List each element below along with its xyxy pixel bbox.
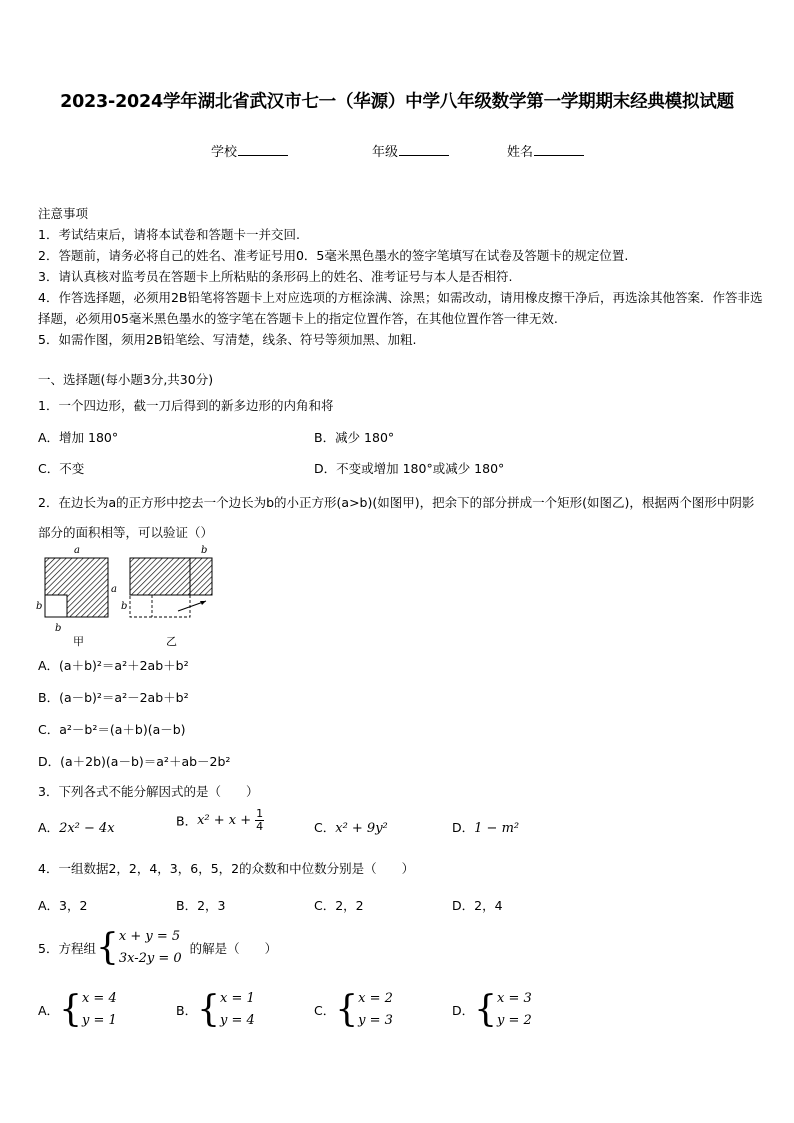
q3-b-num: 1 xyxy=(256,807,264,820)
fig-yi-rectangle xyxy=(130,558,212,595)
q5-d-label: D． xyxy=(452,1003,475,1018)
grade-blank[interactable] xyxy=(399,143,449,156)
q3-a-label: A． xyxy=(38,820,60,835)
q3-b-label: B． xyxy=(176,813,198,829)
q4-option-b[interactable]: B．2，3 xyxy=(176,898,226,913)
q5-a-system xyxy=(82,988,117,1032)
fig-jia-label-b-left: b xyxy=(36,601,43,612)
q2-figure xyxy=(30,543,230,647)
q4-option-c[interactable]: C．2，2 xyxy=(314,898,364,913)
q1-option-d[interactable]: D．不变或增加 180°或减少 180° xyxy=(314,461,505,476)
name-blank[interactable] xyxy=(534,143,584,156)
q5-d-brace: { xyxy=(474,989,498,1030)
q3-d-label: D． xyxy=(452,820,475,835)
q3-option-b[interactable] xyxy=(176,808,264,833)
q5-c-system xyxy=(358,988,393,1032)
q1-option-b[interactable]: B．减少 180° xyxy=(314,430,395,445)
q3-option-d[interactable] xyxy=(452,818,519,836)
q1-option-a[interactable]: A．增加 180° xyxy=(38,430,119,445)
q2-option-b[interactable]: B．(a－b)²＝a²－2ab＋b² xyxy=(38,690,189,705)
q5-system xyxy=(119,926,182,970)
q2-option-c[interactable]: C．a²－b²＝(a＋b)(a－b) xyxy=(38,722,186,737)
q5-a-y: y = 1 xyxy=(81,1013,117,1028)
q2-option-a[interactable]: A．(a＋b)²＝a²＋2ab＋b² xyxy=(38,658,189,673)
q3-b-expr: x² + x + xyxy=(197,813,252,828)
q5-a-brace: { xyxy=(59,989,82,1030)
fig-yi-label-b-left: b xyxy=(121,601,128,612)
q5-stem-suffix: 的解是（ ） xyxy=(189,941,278,956)
q5-c-label: C． xyxy=(314,1003,336,1018)
fig-yi-label-b-top: b xyxy=(201,545,208,556)
q3-a-expr: 2x² − 4x xyxy=(59,821,115,836)
q5-d-x: x = 3 xyxy=(497,991,532,1006)
section-heading: 一、选择题(每小题3分,共30分) xyxy=(38,372,214,387)
note-item: 4．作答选择题，必须用2B铅笔将答题卡上对应选项的方框涂满、涂黑；如需改动，请用橡皮擦干净后，再选涂其他答案．作答非选择题，必须用05毫米黑色墨水的签字笔在答题卡上的指定位置作答，在其他位置作答一律无效. xyxy=(38,290,763,326)
note-item: 3．请认真核对监考员在答题卡上所粘贴的条形码上的姓名、准考证号与本人是否相符. xyxy=(38,269,513,284)
q2-option-d[interactable]: D．(a＋2b)(a－b)＝a²＋ab－2b² xyxy=(38,754,231,769)
q5-option-b[interactable] xyxy=(176,988,255,1032)
q5-c-brace: { xyxy=(335,989,359,1030)
fig-yi-caption: 乙 xyxy=(166,635,177,647)
q4-stem: 4．一组数据2，2，4，3，6，5，2的众数和中位数分别是（ ） xyxy=(38,861,415,876)
note-item: 5．如需作图，须用2B铅笔绘、写清楚，线条、符号等须加黑、加粗. xyxy=(38,332,417,347)
fig-yi-dashed-part xyxy=(130,595,190,617)
fig-jia-label-b-bottom: b xyxy=(55,623,62,634)
name-field xyxy=(507,141,584,160)
q5-stem xyxy=(38,926,277,970)
note-item: 1．考试结束后，请将本试卷和答题卡一并交回. xyxy=(38,227,300,242)
q5-b-label: B． xyxy=(176,1003,198,1018)
q5-eq2: 3x-2y = 0 xyxy=(118,951,182,966)
q5-a-label: A． xyxy=(38,1003,60,1018)
q5-option-a[interactable] xyxy=(38,988,117,1032)
fig-jia-label-a-top: a xyxy=(74,545,80,556)
q4-option-a[interactable]: A．3，2 xyxy=(38,898,88,913)
q3-stem: 3．下列各式不能分解因式的是（ ） xyxy=(38,784,259,799)
grade-field xyxy=(372,141,449,160)
q5-b-y: y = 4 xyxy=(219,1013,255,1028)
q5-c-y: y = 3 xyxy=(358,1013,393,1028)
school-label: 学校 xyxy=(211,145,238,160)
q5-b-x: x = 1 xyxy=(219,991,255,1006)
q5-stem-prefix: 5．方程组 xyxy=(38,941,96,956)
q4-option-d[interactable]: D．2，4 xyxy=(452,898,503,913)
q3-c-label: C． xyxy=(314,820,336,835)
fig-jia-label-a-right: a xyxy=(111,584,117,595)
q3-d-expr: 1 − m² xyxy=(474,821,520,836)
q2-stem: 2．在边长为a的正方形中挖去一个边长为b的小正方形(a>b)(如图甲)，把余下的部分拼成一个矩形(如图乙)，根据两个图形中阴影部分的面积相等，可以验证（） xyxy=(38,495,755,540)
grade-label: 年级 xyxy=(372,145,399,160)
q3-option-c[interactable] xyxy=(314,818,388,836)
page-title: 2023-2024学年湖北省武汉市七一（华源）中学八年级数学第一学期期末经典模拟试题 xyxy=(60,92,734,112)
fig-jia-caption: 甲 xyxy=(73,635,84,647)
q3-b-den: 4 xyxy=(256,820,264,833)
note-item: 2．答题前，请务必将自己的姓名、准考证号用0．5毫米黑色墨水的签字笔填写在试卷及答题卡的规定位置. xyxy=(38,248,629,263)
q5-eq1: x + y = 5 xyxy=(118,929,181,944)
q3-c-expr: x² + 9y² xyxy=(335,821,388,836)
q1-option-c[interactable]: C．不变 xyxy=(38,461,85,476)
school-field xyxy=(211,141,288,160)
q5-c-x: x = 2 xyxy=(358,991,393,1006)
q5-brace: { xyxy=(95,927,119,968)
q3-option-a[interactable] xyxy=(38,818,115,836)
q3-b-fraction xyxy=(255,808,264,833)
q1-stem: 1．一个四边形，截一刀后得到的新多边形的内角和将 xyxy=(38,398,334,413)
school-blank[interactable] xyxy=(238,143,288,156)
q5-a-x: x = 4 xyxy=(81,991,117,1006)
q5-b-brace: { xyxy=(197,989,220,1030)
q5-d-system xyxy=(497,988,532,1032)
q5-d-y: y = 2 xyxy=(497,1013,532,1028)
name-label: 姓名 xyxy=(507,145,534,160)
q5-option-d[interactable] xyxy=(452,988,532,1032)
notes-heading: 注意事项 xyxy=(38,206,89,221)
q5-b-system xyxy=(220,988,255,1032)
notes-block xyxy=(38,203,763,350)
fig-jia-small-square xyxy=(45,595,67,617)
q5-option-c[interactable] xyxy=(314,988,393,1032)
